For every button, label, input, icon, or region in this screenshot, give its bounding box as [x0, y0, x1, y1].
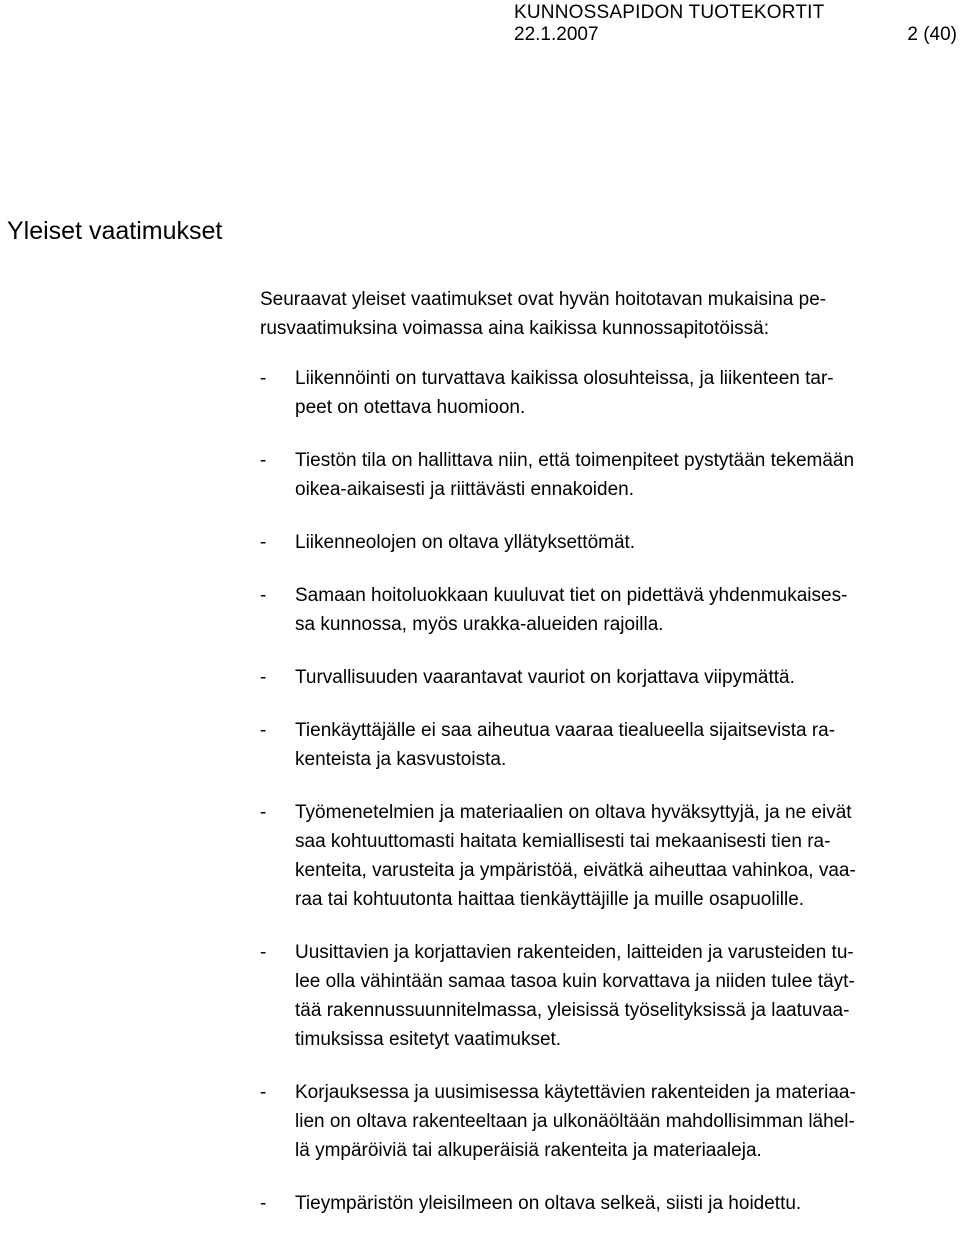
bullet-dash: -: [260, 720, 267, 741]
bullet-dash: -: [260, 802, 267, 823]
list-item-line: peet on otettava huomioon.: [295, 397, 526, 418]
list-item: [260, 528, 960, 557]
list-item-line: Uusittavien ja korjattavien rakenteiden, laitteiden ja varusteiden tu-: [295, 942, 854, 963]
list-item: [260, 798, 960, 914]
page-number: 2 (40): [907, 24, 957, 45]
bullet-dash: -: [260, 368, 267, 389]
list-item: [260, 581, 960, 639]
document-date: 22.1.2007: [514, 24, 599, 45]
list-item-line: lä ympäröiviä tai alkuperäisiä rakenteita ja materiaaleja.: [295, 1140, 762, 1161]
bullet-dash: -: [260, 585, 267, 606]
section-title: Yleiset vaatimukset: [7, 217, 223, 245]
list-item-line: kenteita, varusteita ja ympäristöä, eivätkä aiheuttaa vahinkoa, vaa-: [295, 860, 856, 881]
bullet-dash: -: [260, 532, 267, 553]
list-item-line: Liikenneolojen on oltava yllätyksettömät.: [295, 532, 636, 553]
list-item: [260, 938, 960, 1054]
list-item-line: Samaan hoitoluokkaan kuuluvat tiet on pidettävä yhdenmukaises-: [295, 585, 848, 606]
requirements-list: [260, 364, 960, 1242]
bullet-dash: -: [260, 1082, 267, 1103]
list-item: [260, 1078, 960, 1165]
list-item: [260, 716, 960, 774]
list-item-line: Työmenetelmien ja materiaalien on oltava hyväksyttyjä, ja ne eivät: [295, 802, 852, 823]
list-item-line: raa tai kohtuutonta haittaa tienkäyttäjille ja muille osapuolille.: [295, 889, 805, 910]
bullet-dash: -: [260, 450, 267, 471]
list-item-line: tää rakennussuunnitelmassa, yleisissä työselityksissä ja laatuvaa-: [295, 1000, 850, 1021]
list-item-line: Tieympäristön yleisilmeen on oltava selkeä, siisti ja hoidettu.: [295, 1193, 802, 1214]
list-item-line: lee olla vähintään samaa tasoa kuin korvattava ja niiden tulee täyt-: [295, 971, 855, 992]
list-item-line: Liikennöinti on turvattava kaikissa olosuhteissa, ja liikenteen tar-: [295, 368, 834, 389]
list-item-line: Tiestön tila on hallittava niin, että toimenpiteet pystytään tekemään: [295, 450, 855, 471]
list-item-line: Tienkäyttäjälle ei saa aiheutua vaaraa tiealueella sijaitsevista ra-: [295, 720, 836, 741]
bullet-dash: -: [260, 942, 267, 963]
list-item: [260, 446, 960, 504]
list-item-line: Korjauksessa ja uusimisessa käytettävien rakenteiden ja materiaa-: [295, 1082, 856, 1103]
list-item: [260, 663, 960, 692]
bullet-dash: -: [260, 1193, 267, 1214]
list-item-line: oikea-aikaisesti ja riittävästi ennakoiden.: [295, 479, 635, 500]
list-item-line: kenteista ja kasvustoista.: [295, 749, 507, 770]
intro-line: Seuraavat yleiset vaatimukset ovat hyvän hoitotavan mukaisina pe-: [260, 289, 827, 310]
list-item: [260, 364, 960, 422]
list-item-line: timuksissa esitetyt vaatimukset.: [295, 1029, 562, 1050]
intro-line: rusvaatimuksina voimassa aina kaikissa kunnossapitotöissä:: [260, 318, 770, 339]
list-item-line: saa kohtuuttomasti haitata kemiallisesti tai mekaanisesti tien ra-: [295, 831, 831, 852]
bullet-dash: -: [260, 667, 267, 688]
document-title: KUNNOSSAPIDON TUOTEKORTIT: [514, 2, 825, 23]
intro-paragraph: [260, 285, 960, 343]
list-item-line: lien on oltava rakenteeltaan ja ulkonäöltään mahdollisimman lähel-: [295, 1111, 855, 1132]
list-item-line: Turvallisuuden vaarantavat vauriot on korjattava viipymättä.: [295, 667, 795, 688]
list-item-line: sa kunnossa, myös urakka-alueiden rajoilla.: [295, 614, 664, 635]
